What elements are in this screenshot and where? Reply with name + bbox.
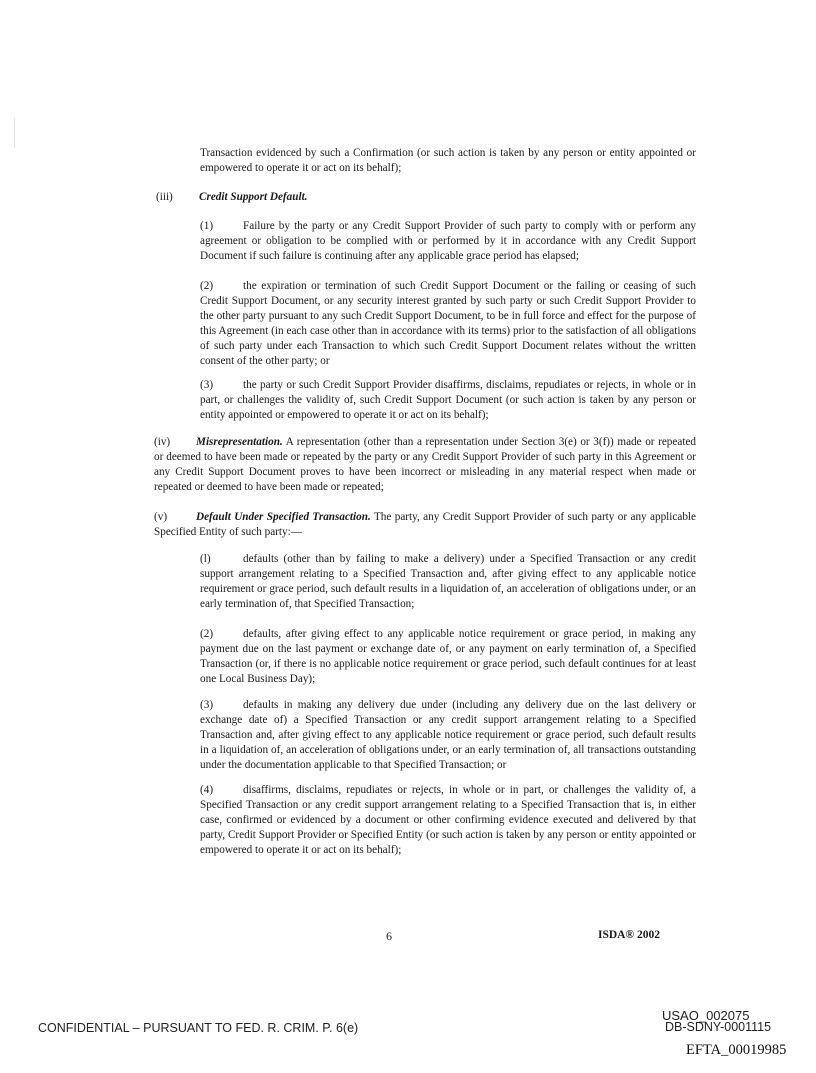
bates-number-usao: USAO_002075 <box>662 1008 750 1023</box>
section-v-title: Default Under Specified Transaction. <box>196 511 371 523</box>
item-number: (3) <box>200 379 214 391</box>
item-text: disaffirms, disclaims, repudiates or rejects, in whole or in part, or challenges the validity of, a Specified Transaction or any credit support arrangement relating to a Specified Transaction that is, in either case, confirmed or evidenced by a document or other confirming evidence executed and delivered by that party, Credit Support Provider or Specified Entity (or such action is taken by any person or entity appointed or empowered to operate it or act on its behalf); <box>200 784 696 856</box>
item-text: defaults, after giving effect to any applicable notice requirement or grace period, in making any payment due on the last payment or exchange date of, or any payment on early termination of, a Specified Transaction (or, if there is no applicable notice requirement or grace period, such default continues for at least one Local Business Day); <box>200 628 696 685</box>
item-number: (l) <box>200 553 211 565</box>
section-v-text: The party, any Credit Support Provider of such party or any applicable Specified Entity of such party:— <box>154 511 696 538</box>
section-v-number: (v) <box>154 511 168 523</box>
section-iii-title: Credit Support Default. <box>199 191 308 203</box>
item-number: (2) <box>200 628 214 640</box>
section-iv-number: (iv) <box>154 436 171 448</box>
section-v-paragraph <box>154 510 696 540</box>
section-iii-number: (iii) <box>156 191 173 203</box>
scan-artifact <box>14 118 15 148</box>
section-v-item-3 <box>200 698 696 773</box>
item-text: the party or such Credit Support Provider disaffirms, disclaims, repudiates or rejects, in whole or in part, or challenges the validity of, such Credit Support Document (or such action is taken by any person or entity appointed or empowered to operate it or act on its behalf); <box>200 379 696 421</box>
section-iii-item-3 <box>200 378 696 423</box>
section-iv-paragraph <box>154 435 696 495</box>
document-label: ISDA® 2002 <box>598 929 660 941</box>
item-number: (3) <box>200 699 214 711</box>
efta-number: EFTA_00019985 <box>686 1042 787 1058</box>
section-v-item-4 <box>200 783 696 858</box>
section-iii-item-1 <box>200 219 696 264</box>
page-number: 6 <box>386 929 392 943</box>
intro-paragraph <box>200 146 696 176</box>
item-text: the expiration or termination of such Credit Support Document or the failing or ceasing of such Credit Support Document, or any security interest granted by such party or such Credit Support Provider to the other party pursuant to any such Credit Support Document, to be in full force and effect for the purpose of this Agreement (in each case other than in accordance with its terms) prior to the satisfaction of all obligations of such party under each Transaction to which such Credit Support Document relates without the written consent of the other party; or <box>200 280 696 367</box>
item-text: defaults in making any delivery due under (including any delivery due on the last delivery or exchange date of) a Specified Transaction or any credit support arrangement relating to a Specified Transaction and, after giving effect to any applicable notice requirement or grace period, such default results in a liquidation of, an acceleration of obligations under, or an early termination of, all transactions outstanding under the documentation applicable to that Specified Transaction; or <box>200 699 696 771</box>
item-text: defaults (other than by failing to make a delivery) under a Specified Transaction or any credit support arrangement relating to a Specified Transaction and, after giving effect to any applicable notice requirement or grace period, such default results in a liquidation of, an acceleration of obligations under, or an early termination of, that Specified Transaction; <box>200 553 696 610</box>
confidential-notice: CONFIDENTIAL – PURSUANT TO FED. R. CRIM. P. 6(e) <box>38 1021 359 1035</box>
item-number: (4) <box>200 784 214 796</box>
item-number: (2) <box>200 280 214 292</box>
item-text: Failure by the party or any Credit Support Provider of such party to comply with or perform any agreement or obligation to be complied with or performed by it in accordance with any Credit Support Document if such failure is continuing after any applicable grace period has elapsed; <box>200 220 696 262</box>
section-iv-title: Misrepresentation. <box>196 436 283 448</box>
intro-text: Transaction evidenced by such a Confirmation (or such action is taken by any person or entity appointed or empowered to operate it or act on its behalf); <box>200 147 696 174</box>
item-number: (1) <box>200 220 214 232</box>
section-iv-text: A representation (other than a representation under Section 3(e) or 3(f)) made or repeated or deemed to have been made or repeated by the party or any Credit Support Provider of such party in this Agreement or any Credit Support Document proves to have been incorrect or misleading in any material respect when made or repeated or deemed to have been made or repeated; <box>154 436 697 493</box>
section-iii-item-2 <box>200 279 696 369</box>
section-iii-heading <box>156 190 308 205</box>
section-v-item-2 <box>200 627 696 687</box>
section-v-item-1 <box>200 552 696 612</box>
bates-number-db: DB-SDNY-0001115 <box>665 1020 772 1034</box>
